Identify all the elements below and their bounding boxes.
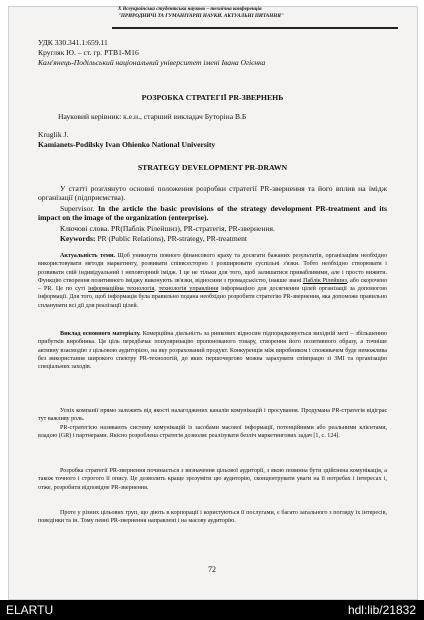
conference-header-line1: X Всеукраїнська студентська науково – технічна конференція bbox=[118, 6, 262, 12]
link-information-technology[interactable]: інформаційна технологія bbox=[88, 286, 155, 293]
conference-header-line2: "ПРИРОДНИЧІ ТА ГУМАНІТАРНІ НАУКИ. АКТУАЛЬНІ ПИТАННЯ" bbox=[118, 12, 284, 19]
relevance-text-b: , або скорочено – PR. Це по суті bbox=[38, 277, 387, 293]
abstract-en bbox=[38, 204, 387, 223]
page-number: 72 bbox=[208, 565, 216, 574]
relevance-text-c: , bbox=[154, 286, 159, 293]
main-material-label: Виклад основного матеріалу. bbox=[60, 331, 141, 337]
paragraph-target-audience: Розробка стратегії PR-звернення починається з визначення цільової аудиторії, з якою повинна бути здійснена комунікація, а також точного і строгого її опису. Це дозволить краще зрозуміти цю аудиторію, сконцентрувати уваги на її потребах і інтересах і, отже, розробити відповідне PR-звернення. bbox=[38, 468, 387, 491]
paragraph-target-groups: Проте у різних цільових груп, що діють в корпорації і користуються її послугами, є багато загального з погляду їх інтересів, поведінки та ін. Тому певні PR-звернення направлені і на масову аудиторію. bbox=[38, 510, 387, 525]
header-rule bbox=[112, 27, 398, 29]
supervisor-ua: Науковий керівник: к.е.н., старший викладач Буторіна В.Б bbox=[58, 112, 247, 121]
title-en: STRATEGY DEVELOPMENT PR-DRAWN bbox=[137, 163, 288, 172]
relevance-text-d: інформацією для досягнення цілей організації за допомогою інформації. Для того, щоб інформація була правильно подана необхідно розробити стратегію PR-звернення, яка допоможе правильно спланувати всі дії для реалізації цілей. bbox=[38, 286, 387, 309]
supervisor-label: Supervisor. bbox=[60, 204, 95, 213]
link-public-relations[interactable]: Паблік Рілейшнз bbox=[303, 277, 347, 284]
keywords-en-text: PR (Public Relations), PR-strategy, PR-treatment bbox=[95, 234, 248, 243]
keywords-en-label: Keywords: bbox=[60, 234, 96, 243]
conference-header bbox=[118, 6, 380, 19]
institution-en: Kamianets-Podilsky Ivan Ohienko National University bbox=[38, 140, 216, 149]
keywords-ua: Ключові слова. PR(Паблік Рілейшнз), PR-стратегія, PR-звернення. bbox=[60, 224, 275, 233]
title-ua: РОЗРОБКА СТРАТЕГІЇ PR-ЗВЕРНЕНЬ bbox=[141, 93, 284, 102]
paragraph-success: Успіх компанії прямо залежить від якості налагоджених каналів комунікацій і просування. Продумана PR-стратегія відіграє тут важливу роль. bbox=[38, 408, 387, 423]
institution-ua: Кам'янець-Подільський національний університет імені Івана Огієнка bbox=[38, 58, 266, 67]
paragraph-relevance bbox=[38, 252, 387, 310]
abstract-ua: У статті розглянуто основні положення розробки стратегії PR-звернення та його вплив на імідж організації (підприємства). bbox=[38, 184, 387, 203]
paragraph-main-material bbox=[38, 330, 387, 371]
link-management-technology[interactable]: технологія управління bbox=[158, 286, 219, 293]
abstract-en-text: In the article the basic provisions of the strategy development PR-treatment and its impact on the image of the organization (enterprise). bbox=[38, 204, 387, 223]
author-en: Kruglik J. bbox=[38, 130, 69, 139]
main-material-text: Комерційна діяльність за ринкових відносин підпорядковується вихідній меті – збільшенню прибутків виробника. Ця ціль передбачає популяризацію пропонованого товару, створення його позитивного образу, а точніше активну взаємодію з цільовою аудиторією, на яку розрахований продукт. Конкуренція між виробником і споживачем буде неможлива без використання широкого спектру PR-технологій, до яких першочергово можна зарахувати співпрацю зі ЗМІ та організацію спеціальних заходів. bbox=[38, 331, 387, 371]
keywords-en bbox=[38, 234, 387, 243]
udc-code: УДК 330.341.1:659.11 bbox=[38, 38, 108, 47]
relevance-text-a: Щоб уникнути повного фінансового краху та досягати бажаних результатів, організаціям необхідно використовувати методи маркетингу, розвивати співвсесторно і розширювати суспільні з'язки. Тобто необхідно створювати і розвивати свій індивідуальний і неповторний імідж. І це не тільки для того, щоб залишатися привабливими, але і просто вижити. Функцію створення позитивного іміджу виконують зв'язки, відносини з громадськістю, інакше звані bbox=[38, 253, 387, 284]
footer-handle[interactable]: hdl:lib/21832 bbox=[347, 603, 416, 617]
author-ua: Кругляк Ю. – ст. гр. РТВ1-М16 bbox=[38, 48, 139, 57]
relevance-label: Актуальність теми. bbox=[60, 253, 116, 259]
repository-footer bbox=[0, 600, 424, 620]
paragraph-pr-strategy: PR-стратегією називають систему комунікацій із засобами масової інформації, потенційними або реальними клієнтами, владою (GR) і партнерами. Якісно розроблена стратегія дозволяє реалізувати безліч маркетингових задач [1, с. 124]. bbox=[38, 425, 387, 440]
footer-repository-name: ELARTU bbox=[6, 603, 54, 617]
